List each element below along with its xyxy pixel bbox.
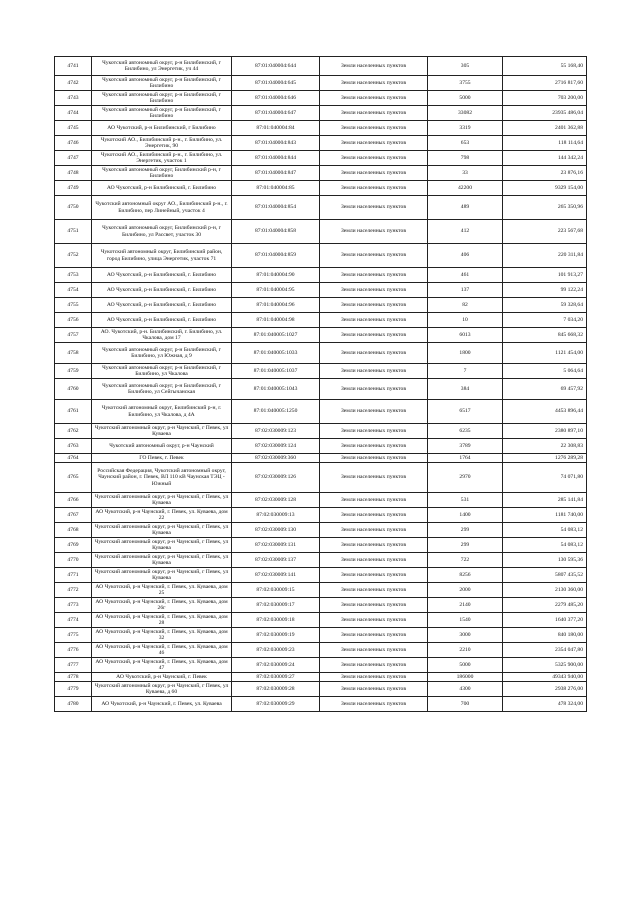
cadastral-number-cell: 87:02:030009:126: [232, 463, 320, 493]
land-category-cell: Земли населенных пунктов: [320, 298, 428, 313]
row-number: 4779: [55, 682, 92, 697]
address-cell: АО Чукотский, р-н Билибинский, г. Билибино: [92, 181, 232, 196]
land-category-cell: Земли населенных пунктов: [320, 538, 428, 553]
cadastral-cost-cell: 130 595,36: [503, 553, 587, 568]
address-cell: АО Чукотский, р-н Чаунский, г. Певек, ул. Куваева: [92, 697, 232, 712]
table-row: [55, 283, 587, 298]
cadastral-number-cell: 87:02:030009:27: [232, 673, 320, 682]
area-cell: 1764: [428, 454, 503, 463]
row-number: 4775: [55, 628, 92, 643]
address-cell: Чукотский автономный округ, р-н Чаунский, г Певек, ул Куваева: [92, 523, 232, 538]
cadastral-cost-cell: 2938 276,00: [503, 682, 587, 697]
cadastral-cost-cell: 478 324,00: [503, 697, 587, 712]
cadastral-cost-cell: 2354 047,80: [503, 643, 587, 658]
table-row: [55, 57, 587, 76]
cadastral-number-cell: 87:02:030009:23: [232, 643, 320, 658]
address-cell: ГО Певек, г. Певек: [92, 454, 232, 463]
cadastral-number-cell: 87:01:040004:858: [232, 220, 320, 244]
row-number: 4760: [55, 379, 92, 400]
land-category-cell: Земли населенных пунктов: [320, 682, 428, 697]
row-number: 4744: [55, 106, 92, 121]
cadastral-cost-cell: 2716 817,60: [503, 76, 587, 91]
area-cell: 82: [428, 298, 503, 313]
table-row: [55, 379, 587, 400]
land-category-cell: Земли населенных пунктов: [320, 106, 428, 121]
table-row: [55, 568, 587, 583]
area-cell: 33: [428, 166, 503, 181]
cadastral-number-cell: 87:02:030009:141: [232, 568, 320, 583]
row-number: 4771: [55, 568, 92, 583]
land-category-cell: Земли населенных пунктов: [320, 379, 428, 400]
row-number: 4769: [55, 538, 92, 553]
land-category-cell: Земли населенных пунктов: [320, 643, 428, 658]
cadastral-number-cell: 87:02:030009:29: [232, 697, 320, 712]
cadastral-number-cell: 87:01:040005:1033: [232, 343, 320, 364]
area-cell: 3319: [428, 121, 503, 136]
area-cell: 6235: [428, 424, 503, 439]
cadastral-number-cell: 87:01:040004:85: [232, 181, 320, 196]
cadastral-number-cell: 87:02:030009:15: [232, 583, 320, 598]
address-cell: Чукотский автономный округ, р-н Чаунский, г Певек, ул Куваева: [92, 493, 232, 508]
land-category-cell: Земли населенных пунктов: [320, 400, 428, 424]
row-number: 4764: [55, 454, 92, 463]
row-number: 4749: [55, 181, 92, 196]
row-number: 4773: [55, 598, 92, 613]
land-category-cell: Земли населенных пунктов: [320, 673, 428, 682]
row-number: 4741: [55, 57, 92, 76]
land-category-cell: Земли населенных пунктов: [320, 268, 428, 283]
address-cell: АО Чукотский, р-н Билибинский, г. Билибино: [92, 298, 232, 313]
cadastral-cost-cell: 2130 360,00: [503, 583, 587, 598]
land-category-cell: Земли населенных пунктов: [320, 283, 428, 298]
table-row: [55, 424, 587, 439]
area-cell: 8256: [428, 568, 503, 583]
area-cell: 412: [428, 220, 503, 244]
table-row: [55, 151, 587, 166]
address-cell: Чукотский автономный округ, р-н Билибинский, г Билибино, ул Южная, д 9: [92, 343, 232, 364]
area-cell: 2210: [428, 643, 503, 658]
cadastral-cost-cell: 23935 486,04: [503, 106, 587, 121]
row-number: 4742: [55, 76, 92, 91]
cadastral-number-cell: 87:02:030009:123: [232, 424, 320, 439]
address-cell: Чукотский автономный округ, р-н Чаунский: [92, 439, 232, 454]
land-category-cell: Земли населенных пунктов: [320, 697, 428, 712]
cadastral-cost-cell: 69 457,92: [503, 379, 587, 400]
address-cell: Чукотский автономный округ, р-н Билибинский, г Билибино, ул Сейгычанская: [92, 379, 232, 400]
table-row: [55, 364, 587, 379]
table-row: [55, 523, 587, 538]
cadastral-number-cell: 87:01:040004:859: [232, 244, 320, 268]
cadastral-number-cell: 87:02:030009:360: [232, 454, 320, 463]
land-category-cell: Земли населенных пунктов: [320, 181, 428, 196]
land-category-cell: Земли населенных пунктов: [320, 508, 428, 523]
cadastral-cost-cell: 703 200,00: [503, 91, 587, 106]
land-category-cell: Земли населенных пунктов: [320, 628, 428, 643]
area-cell: 1540: [428, 613, 503, 628]
address-cell: Чукотский автономный округ, р-н Билибинский, г Билибино, ул Чкалова: [92, 364, 232, 379]
land-category-cell: Земли населенных пунктов: [320, 343, 428, 364]
row-number: 4770: [55, 553, 92, 568]
cadastral-cost-cell: 840 180,00: [503, 628, 587, 643]
table-row: [55, 313, 587, 328]
table-row: [55, 439, 587, 454]
cadastral-cost-cell: 118 114,64: [503, 136, 587, 151]
cadastral-cost-cell: 22 308,83: [503, 439, 587, 454]
table-body: [55, 57, 587, 712]
table-row: [55, 76, 587, 91]
address-cell: Чукотский автономный округ, р-н Билибинский, г Билибино: [92, 91, 232, 106]
cadastral-cost-cell: 101 913,27: [503, 268, 587, 283]
address-cell: Российская Федерация, Чукотский автономный округ, Чаунский район, г. Певек, ВЛ 110 кВ Чаунская ТЭЦ - Южный: [92, 463, 232, 493]
row-number: 4747: [55, 151, 92, 166]
address-cell: Чукотский автономный округ, р-н Билибинский, г Билибино, ул Энергетик, уч 44: [92, 57, 232, 76]
land-category-cell: Земли населенных пунктов: [320, 121, 428, 136]
row-number: 4758: [55, 343, 92, 364]
address-cell: Чукотский автономный округ, р-н Чаунский, г Певек, ул Куваева: [92, 568, 232, 583]
row-number: 4774: [55, 613, 92, 628]
area-cell: 299: [428, 538, 503, 553]
cadastral-number-cell: 87:01:040004:96: [232, 298, 320, 313]
cadastral-cost-cell: 23 876,16: [503, 166, 587, 181]
land-category-cell: Земли населенных пунктов: [320, 244, 428, 268]
area-cell: 6013: [428, 328, 503, 343]
row-number: 4762: [55, 424, 92, 439]
cadastral-cost-cell: 1121 454,00: [503, 343, 587, 364]
cadastral-cost-cell: 223 567,68: [503, 220, 587, 244]
table-row: [55, 538, 587, 553]
address-cell: Чукотский автономный округ, Билибинский р-н, г. Билибино, ул Чкалова, д 4А: [92, 400, 232, 424]
row-number: 4750: [55, 196, 92, 220]
area-cell: 305: [428, 57, 503, 76]
cadastral-cost-cell: 2401 362,88: [503, 121, 587, 136]
address-cell: АО Чукотский, р-н Чаунский, г. Певек, ул. Куваева, дом 32: [92, 628, 232, 643]
area-cell: 700: [428, 697, 503, 712]
cadastral-cost-cell: 55 168,40: [503, 57, 587, 76]
land-category-cell: Земли населенных пунктов: [320, 493, 428, 508]
address-cell: АО Чукотский, р-н Чаунский, г. Певек: [92, 673, 232, 682]
cadastral-cost-cell: 59 328,64: [503, 298, 587, 313]
row-number: 4748: [55, 166, 92, 181]
cadastral-number-cell: 87:01:040004:645: [232, 76, 320, 91]
cadastral-number-cell: 87:01:040004:95: [232, 283, 320, 298]
address-cell: АО. Чукотский, р-н. Билибинский, г. Билибино, ул. Чкалова, дом 17: [92, 328, 232, 343]
table-row: [55, 268, 587, 283]
cadastral-number-cell: 87:01:040005:1027: [232, 328, 320, 343]
table-row: [55, 613, 587, 628]
cadastral-number-cell: 87:02:030009:13: [232, 508, 320, 523]
address-cell: Чукотский автономный округ, Билибинский р-н, г Билибино: [92, 166, 232, 181]
land-category-cell: Земли населенных пунктов: [320, 598, 428, 613]
address-cell: Чукотский автономный округ, Билибинский район, город Билибино, улица Энергетик, участок 71: [92, 244, 232, 268]
table-row: [55, 508, 587, 523]
land-category-cell: Земли населенных пунктов: [320, 57, 428, 76]
cadastral-cost-cell: 220 311,84: [503, 244, 587, 268]
address-cell: АО Чукотский, р-н Чаунский, г. Певек, ул. Куваева, дом 22: [92, 508, 232, 523]
cadastral-number-cell: 87:01:040004:90: [232, 268, 320, 283]
cadastral-number-cell: 87:01:040004:847: [232, 166, 320, 181]
cadastral-cost-cell: 845 668,32: [503, 328, 587, 343]
cadastral-cost-cell: 5325 900,00: [503, 658, 587, 673]
table-row: [55, 643, 587, 658]
row-number: 4755: [55, 298, 92, 313]
table-row: [55, 658, 587, 673]
row-number: 4757: [55, 328, 92, 343]
area-cell: 33082: [428, 106, 503, 121]
table-row: [55, 136, 587, 151]
land-category-cell: Земли населенных пунктов: [320, 136, 428, 151]
address-cell: Чукотский автономный округ, Билибинский р-н, г Билибино, ул Рассвет, участок 30: [92, 220, 232, 244]
area-cell: 531: [428, 493, 503, 508]
address-cell: Чукотский автономный округ, р-н Чаунский, г Певек, ул Куваева: [92, 538, 232, 553]
table-row: [55, 463, 587, 493]
cadastral-cost-cell: 1181 740,00: [503, 508, 587, 523]
row-number: 4761: [55, 400, 92, 424]
cadastral-number-cell: 87:02:030009:130: [232, 523, 320, 538]
row-number: 4778: [55, 673, 92, 682]
cadastral-number-cell: 87:01:040004:854: [232, 196, 320, 220]
row-number: 4756: [55, 313, 92, 328]
land-category-cell: Земли населенных пунктов: [320, 454, 428, 463]
area-cell: 7: [428, 364, 503, 379]
cadastral-number-cell: 87:02:030009:18: [232, 613, 320, 628]
cadastral-number-cell: 87:01:040004:646: [232, 91, 320, 106]
row-number: 4754: [55, 283, 92, 298]
cadastral-number-cell: 87:02:030009:124: [232, 439, 320, 454]
land-category-cell: Земли населенных пунктов: [320, 91, 428, 106]
row-number: 4768: [55, 523, 92, 538]
address-cell: АО Чукотский, р-н Чаунский, г. Певек, ул. Куваева, дом 47: [92, 658, 232, 673]
row-number: 4765: [55, 463, 92, 493]
cadastral-cost-cell: 9329 154,00: [503, 181, 587, 196]
area-cell: 798: [428, 151, 503, 166]
cadastral-cost-cell: 265 350,96: [503, 196, 587, 220]
area-cell: 6517: [428, 400, 503, 424]
table-row: [55, 343, 587, 364]
address-cell: Чукотский АО., Билибинский р-н., г. Билибино, ул. Энергетик, участок 1: [92, 151, 232, 166]
cadastral-number-cell: 87:02:030009:137: [232, 553, 320, 568]
area-cell: 299: [428, 523, 503, 538]
table-row: [55, 454, 587, 463]
table-row: [55, 697, 587, 712]
cadastral-number-cell: 87:02:030009:24: [232, 658, 320, 673]
row-number: 4752: [55, 244, 92, 268]
address-cell: Чукотский АО., Билибинский р-н., г. Билибино, ул. Энергетик, 90: [92, 136, 232, 151]
row-number: 4777: [55, 658, 92, 673]
cadastral-cost-cell: 2279 485,20: [503, 598, 587, 613]
row-number: 4751: [55, 220, 92, 244]
table-row: [55, 298, 587, 313]
area-cell: 722: [428, 553, 503, 568]
cadastral-number-cell: 87:02:030009:131: [232, 538, 320, 553]
land-category-cell: Земли населенных пунктов: [320, 568, 428, 583]
address-cell: АО Чукотский, р-н Чаунский, г. Певек, ул. Куваева, дом 25: [92, 583, 232, 598]
address-cell: АО Чукотский, р-н Чаунский, г. Певек, ул. Куваева, дом 28: [92, 613, 232, 628]
area-cell: 384: [428, 379, 503, 400]
cadastral-cost-cell: 99 122,24: [503, 283, 587, 298]
area-cell: 3755: [428, 76, 503, 91]
area-cell: 489: [428, 196, 503, 220]
address-cell: Чукотский автономный округ, р-н Чаунский, г Певек, ул Куваева: [92, 424, 232, 439]
cadastral-number-cell: 87:02:030009:17: [232, 598, 320, 613]
land-plots-table: [54, 56, 587, 712]
table-row: [55, 181, 587, 196]
area-cell: 1800: [428, 343, 503, 364]
area-cell: 2140: [428, 598, 503, 613]
area-cell: 5000: [428, 91, 503, 106]
land-category-cell: Земли населенных пунктов: [320, 439, 428, 454]
area-cell: 10: [428, 313, 503, 328]
table-row: [55, 493, 587, 508]
table-row: [55, 583, 587, 598]
area-cell: 5000: [428, 658, 503, 673]
table-row: [55, 196, 587, 220]
table-row: [55, 106, 587, 121]
row-number: 4753: [55, 268, 92, 283]
land-category-cell: Земли населенных пунктов: [320, 364, 428, 379]
land-category-cell: Земли населенных пунктов: [320, 166, 428, 181]
cadastral-cost-cell: 1640 377,20: [503, 613, 587, 628]
cadastral-number-cell: 87:01:040004:644: [232, 57, 320, 76]
land-category-cell: Земли населенных пунктов: [320, 328, 428, 343]
row-number: 4780: [55, 697, 92, 712]
table-row: [55, 682, 587, 697]
address-cell: АО Чукотский, р-н Билибинский, г Билибино: [92, 121, 232, 136]
cadastral-number-cell: 87:02:030009:128: [232, 493, 320, 508]
address-cell: Чукотский автономный округ, р-н Чаунский, г Певек, ул Куваева, д 60: [92, 682, 232, 697]
cadastral-number-cell: 87:01:040004:98: [232, 313, 320, 328]
land-category-cell: Земли населенных пунктов: [320, 463, 428, 493]
row-number: 4763: [55, 439, 92, 454]
cadastral-number-cell: 87:02:030009:19: [232, 628, 320, 643]
table-row: [55, 91, 587, 106]
table-row: [55, 244, 587, 268]
land-category-cell: Земли населенных пунктов: [320, 220, 428, 244]
row-number: 4767: [55, 508, 92, 523]
cadastral-number-cell: 87:01:040004:844: [232, 151, 320, 166]
row-number: 4772: [55, 583, 92, 598]
row-number: 4776: [55, 643, 92, 658]
address-cell: Чукотский автономный округ, р-н Чаунский, г Певек, ул Куваева: [92, 553, 232, 568]
address-cell: АО Чукотский, р-н Билибинский, г. Билибино: [92, 268, 232, 283]
cadastral-number-cell: 87:02:030009:28: [232, 682, 320, 697]
cadastral-number-cell: 87:01:040005:1250: [232, 400, 320, 424]
cadastral-number-cell: 87:01:040004:843: [232, 136, 320, 151]
cadastral-cost-cell: 74 071,80: [503, 463, 587, 493]
land-category-cell: Земли населенных пунктов: [320, 523, 428, 538]
area-cell: 4300: [428, 682, 503, 697]
address-cell: АО Чукотский, р-н Билибинский, г. Билибино: [92, 283, 232, 298]
land-category-cell: Земли населенных пунктов: [320, 658, 428, 673]
cadastral-cost-cell: 7 034,20: [503, 313, 587, 328]
address-cell: АО Чукотский, р-н Билибинский, г. Билибино: [92, 313, 232, 328]
cadastral-cost-cell: 54 083,12: [503, 538, 587, 553]
cadastral-cost-cell: 144 342,24: [503, 151, 587, 166]
cadastral-cost-cell: 4453 896,44: [503, 400, 587, 424]
area-cell: 461: [428, 268, 503, 283]
row-number: 4759: [55, 364, 92, 379]
table-row: [55, 400, 587, 424]
cadastral-cost-cell: 2380 897,10: [503, 424, 587, 439]
table-row: [55, 598, 587, 613]
row-number: 4743: [55, 91, 92, 106]
row-number: 4766: [55, 493, 92, 508]
land-category-cell: Земли населенных пунктов: [320, 196, 428, 220]
document-page: [54, 56, 586, 712]
row-number: 4745: [55, 121, 92, 136]
cadastral-number-cell: 87:01:040004:84: [232, 121, 320, 136]
address-cell: АО Чукотский, р-н Чаунский, г. Певек, ул. Куваева, дом 46: [92, 643, 232, 658]
area-cell: 406: [428, 244, 503, 268]
area-cell: 3000: [428, 628, 503, 643]
area-cell: 186000: [428, 673, 503, 682]
table-row: [55, 166, 587, 181]
cadastral-number-cell: 87:01:040005:1043: [232, 379, 320, 400]
area-cell: 1400: [428, 508, 503, 523]
cadastral-cost-cell: 5807 435,52: [503, 568, 587, 583]
land-category-cell: Земли населенных пунктов: [320, 613, 428, 628]
table-row: [55, 328, 587, 343]
area-cell: 3789: [428, 439, 503, 454]
area-cell: 137: [428, 283, 503, 298]
land-category-cell: Земли населенных пунктов: [320, 583, 428, 598]
land-category-cell: Земли населенных пунктов: [320, 313, 428, 328]
address-cell: Чукотский автономный округ, р-н Билибинский, г Билибино: [92, 106, 232, 121]
cadastral-number-cell: 87:01:040004:647: [232, 106, 320, 121]
area-cell: 653: [428, 136, 503, 151]
table-row: [55, 553, 587, 568]
table-row: [55, 220, 587, 244]
cadastral-cost-cell: 5 064,64: [503, 364, 587, 379]
area-cell: 2970: [428, 463, 503, 493]
address-cell: Чукотский автономный округ АО., Билибинский р-н., г. Билибино, пер Линейный, участок 4: [92, 196, 232, 220]
cadastral-cost-cell: 1276 289,28: [503, 454, 587, 463]
area-cell: 42200: [428, 181, 503, 196]
cadastral-cost-cell: 54 083,12: [503, 523, 587, 538]
land-category-cell: Земли населенных пунктов: [320, 424, 428, 439]
cadastral-cost-cell: 285 141,84: [503, 493, 587, 508]
address-cell: Чукотский автономный округ, р-н Билибинский, г Билибино: [92, 76, 232, 91]
area-cell: 2000: [428, 583, 503, 598]
land-category-cell: Земли населенных пунктов: [320, 76, 428, 91]
table-row: [55, 673, 587, 682]
land-category-cell: Земли населенных пунктов: [320, 553, 428, 568]
table-row: [55, 121, 587, 136]
address-cell: АО Чукотский, р-н Чаунский, г. Певек, ул. Куваева, дом 26г: [92, 598, 232, 613]
cadastral-number-cell: 87:01:040005:1037: [232, 364, 320, 379]
table-row: [55, 628, 587, 643]
land-category-cell: Земли населенных пунктов: [320, 151, 428, 166]
cadastral-cost-cell: 49343 940,00: [503, 673, 587, 682]
row-number: 4746: [55, 136, 92, 151]
